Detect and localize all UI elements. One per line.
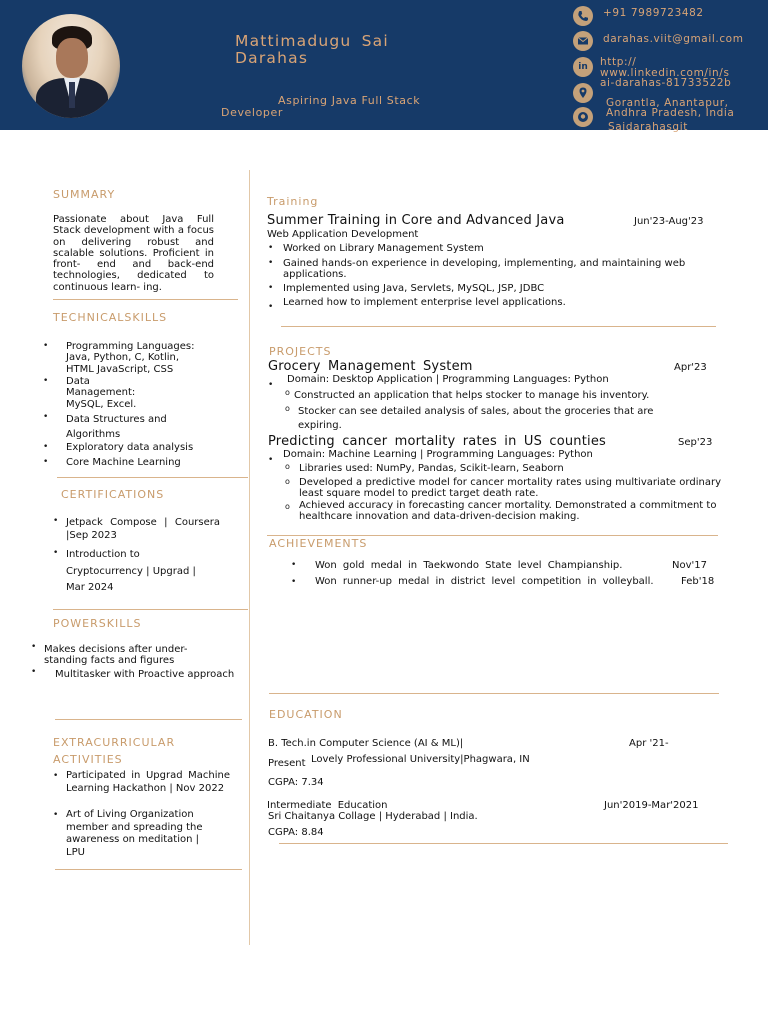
bullet: • xyxy=(268,302,274,312)
bullet: • xyxy=(268,243,274,253)
candidate-name: Mattimadugu Sai Darahas xyxy=(235,32,389,67)
divider xyxy=(267,535,718,536)
education-degree: B. Tech.in Computer Science (AI & ML)| xyxy=(268,738,464,749)
project-date: Apr'23 xyxy=(674,362,707,373)
phone-number[interactable]: +91 7989723482 xyxy=(603,7,704,19)
bullet: • xyxy=(53,516,59,526)
circle-bullet: o xyxy=(285,502,290,511)
project-domain: Domain: Machine Learning | Programming Languages: Python xyxy=(283,449,593,460)
achievement-item: Won runner-up medal in district level competition in volleyball. xyxy=(315,576,654,587)
skill-item: Data Structures and Algorithms xyxy=(66,414,167,440)
bullet: • xyxy=(291,577,297,587)
training-title: Summer Training in Core and Advanced Java xyxy=(267,213,565,228)
bullet: • xyxy=(31,642,37,652)
divider xyxy=(55,869,242,870)
education-degree: Intermediate Education xyxy=(267,800,388,811)
extracurricular-heading xyxy=(53,734,175,768)
projects-heading: PROJECTS xyxy=(269,345,332,358)
training-date: Jun'23-Aug'23 xyxy=(634,216,704,227)
achievement-date: Nov'17 xyxy=(672,560,707,571)
project-title: Predicting cancer mortality rates in US counties xyxy=(268,434,607,449)
bullet: • xyxy=(268,380,274,390)
achievements-heading: ACHIEVEMENTS xyxy=(269,537,368,550)
profile-photo xyxy=(22,14,120,118)
training-subtitle: Web Application Development xyxy=(267,229,419,240)
certifications-heading: CERTIFICATIONS xyxy=(61,488,165,501)
location-line2: Andhra Pradesh, India xyxy=(606,107,735,119)
training-item: Learned how to implement enterprise level applications. xyxy=(283,297,566,308)
email-address[interactable]: darahas.viit@gmail.com xyxy=(603,33,744,45)
project-title: Grocery Management System xyxy=(268,359,473,374)
divider xyxy=(55,719,242,720)
github-icon xyxy=(573,107,593,127)
extracurricular-heading-line1: EXTRACURRICULAR xyxy=(53,736,176,749)
circle-bullet: o xyxy=(285,462,290,471)
technical-skills-heading: TECHNICALSKILLS xyxy=(53,311,168,324)
bullet: • xyxy=(268,258,274,268)
education-heading: EDUCATION xyxy=(269,708,343,721)
circle-bullet: o xyxy=(285,477,290,486)
circle-bullet: o xyxy=(285,404,290,413)
bullet: • xyxy=(268,283,274,293)
education-present: Present xyxy=(268,758,306,769)
skill-item: Data Management: MySQL, Excel. xyxy=(66,376,137,410)
bullet: • xyxy=(268,455,274,465)
bullet: • xyxy=(43,442,49,452)
summary-text: Passionate about Java Full Stack development with a focus on delivering robust and scalable solutions. Proficient in front- end and back-end technologies, dedicated to continuous learn- ing. xyxy=(53,214,214,293)
training-heading: Training xyxy=(267,195,319,208)
powerskill-item: Makes decisions after under- standing facts and figures xyxy=(44,644,188,667)
skill-item: Programming Languages: Java, Python, C, Kotlin, HTML JavaScript, CSS xyxy=(66,341,195,375)
bullet: • xyxy=(53,548,59,558)
activity-item: Participated in Upgrad Machine Learning Hackathon | Nov 2022 xyxy=(66,770,230,794)
divider xyxy=(53,609,248,610)
powerskills-heading: POWERSKILLS xyxy=(53,617,142,630)
project-date: Sep'23 xyxy=(678,437,713,448)
project-item: Libraries used: NumPy, Pandas, Scikit-learn, Seaborn xyxy=(299,463,564,474)
project-item: Constructed an application that helps stocker to manage his inventory. xyxy=(294,390,650,401)
achievement-date: Feb'18 xyxy=(681,576,715,587)
bullet: • xyxy=(53,771,59,781)
tagline-line1: Aspiring Java Full Stack xyxy=(278,94,421,107)
project-item: Stocker can see detailed analysis of sales, about the groceries that are expiring. xyxy=(298,406,654,431)
bullet: • xyxy=(43,412,49,422)
extracurricular-heading-line2: ACTIVITIES xyxy=(53,753,123,766)
email-icon xyxy=(573,31,593,51)
tagline-line2: Developer xyxy=(221,106,283,119)
certification-item: Introduction to Cryptocurrency | Upgrad | Mar 2024 xyxy=(66,549,196,593)
divider xyxy=(281,326,716,327)
github-username[interactable]: Saidarahasgit xyxy=(608,121,688,133)
bullet: • xyxy=(43,457,49,467)
summary-heading: SUMMARY xyxy=(53,188,116,201)
education-date: Apr '21- xyxy=(629,738,669,749)
training-item: Worked on Library Management System xyxy=(283,243,484,254)
education-school: Sri Chaitanya Collage | Hyderabad | India. xyxy=(268,811,478,822)
column-divider xyxy=(249,170,250,945)
bullet: • xyxy=(43,376,49,386)
project-item: Developed a predictive model for cancer mortality rates using multivariate ordinary least square model to predict target death rate. xyxy=(299,477,721,500)
education-cgpa: CGPA: 8.84 xyxy=(268,827,324,838)
activity-item: Art of Living Organization member and spreading the awareness on meditation | LPU xyxy=(66,809,203,858)
circle-bullet: o xyxy=(285,388,290,397)
divider xyxy=(269,693,719,694)
header-banner xyxy=(0,0,768,133)
bullet: • xyxy=(43,341,49,351)
training-item: Gained hands-on experience in developing, implementing, and maintaining web applications. xyxy=(283,258,686,281)
skill-item: Exploratory data analysis xyxy=(66,442,194,453)
linkedin-icon: in xyxy=(573,57,593,77)
location-line1: Gorantla, Anantapur, xyxy=(606,97,729,109)
powerskill-item: Multitasker with Proactive approach xyxy=(55,669,235,680)
skill-item: Core Machine Learning xyxy=(66,457,181,468)
linkedin-link-line1[interactable]: http:// xyxy=(600,56,637,68)
phone-icon xyxy=(573,6,593,26)
linkedin-link-line3[interactable]: ai-darahas-81733522b xyxy=(600,77,732,89)
project-item: Achieved accuracy in forecasting cancer mortality. Demonstrated a commitment to healthcare innovation and data-driven-decision making. xyxy=(299,500,717,523)
certification-item: Jetpack Compose | Coursera |Sep 2023 xyxy=(66,517,220,541)
achievement-item: Won gold medal in Taekwondo State level Champianship. xyxy=(315,560,623,571)
training-item: Implemented using Java, Servlets, MySQL, JSP, JDBC xyxy=(283,283,545,294)
bullet: • xyxy=(291,560,297,570)
divider xyxy=(279,843,728,844)
bullet: • xyxy=(53,810,59,820)
divider xyxy=(53,299,238,300)
divider xyxy=(57,477,248,478)
education-cgpa: CGPA: 7.34 xyxy=(268,777,324,788)
location-icon xyxy=(573,83,593,103)
education-date: Jun'2019-Mar'2021 xyxy=(604,800,699,811)
linkedin-link-line2[interactable]: www.linkedin.com/in/s xyxy=(600,67,730,79)
project-domain: Domain: Desktop Application | Programming Languages: Python xyxy=(287,374,609,385)
education-school: Lovely Professional University|Phagwara, IN xyxy=(311,754,530,765)
bullet: • xyxy=(31,667,37,677)
